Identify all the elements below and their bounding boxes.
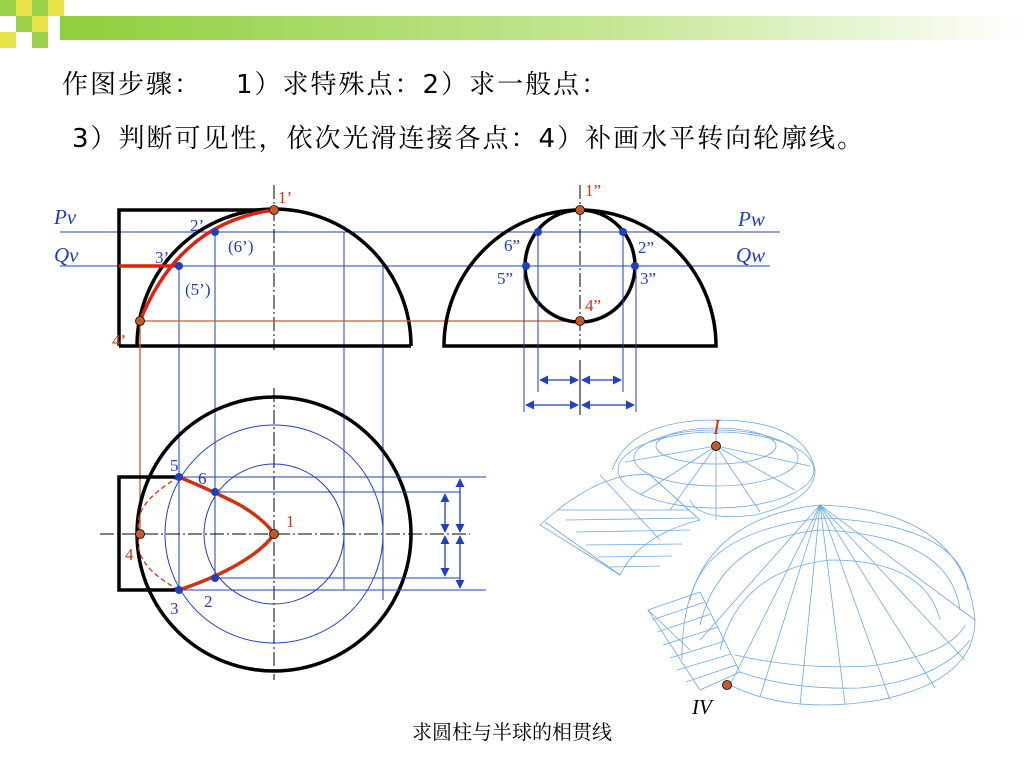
label-top-2: 2 <box>204 592 213 611</box>
label-pv: Pv <box>54 205 77 229</box>
label-top-6: 6 <box>198 469 207 488</box>
isometric-view-top <box>540 420 815 575</box>
label-front-5: (5’) <box>185 280 211 299</box>
steps-part-1: 1）求特殊点：2）求一般点： <box>236 70 610 100</box>
label-side-5: 5” <box>497 269 514 288</box>
label-side-3: 3” <box>640 269 657 288</box>
label-iso-bottom: IV <box>692 695 712 719</box>
label-top-5: 5 <box>170 456 179 475</box>
label-side-1: 1” <box>585 181 602 200</box>
steps-heading: 作图步骤： <box>62 70 203 100</box>
label-front-3: 3’ <box>155 248 170 267</box>
label-qw: Qw <box>736 243 766 267</box>
label-top-3: 3 <box>170 599 179 618</box>
label-side-4: 4” <box>585 296 602 315</box>
isometric-view-bottom <box>648 505 975 705</box>
front-view <box>53 185 780 600</box>
figure-caption: 求圆柱与半球的相贯线 <box>412 720 612 744</box>
label-front-4: 4’ <box>112 331 127 350</box>
top-view <box>100 388 486 680</box>
label-top-4: 4 <box>125 545 134 564</box>
label-iso-top: I <box>713 415 720 439</box>
label-side-6: 6” <box>504 236 521 255</box>
label-front-6: (6’) <box>228 237 254 256</box>
label-pw: Pw <box>738 207 765 231</box>
label-front-2: 2’ <box>190 216 205 235</box>
steps-line-2: 3）判断可见性，依次光滑连接各点：4）补画水平转向轮廓线。 <box>72 124 866 154</box>
label-side-2: 2” <box>638 238 655 257</box>
side-view <box>444 181 765 415</box>
label-qv: Qv <box>54 243 79 267</box>
label-top-1: 1 <box>286 512 295 531</box>
label-front-1: 1’ <box>278 188 293 207</box>
